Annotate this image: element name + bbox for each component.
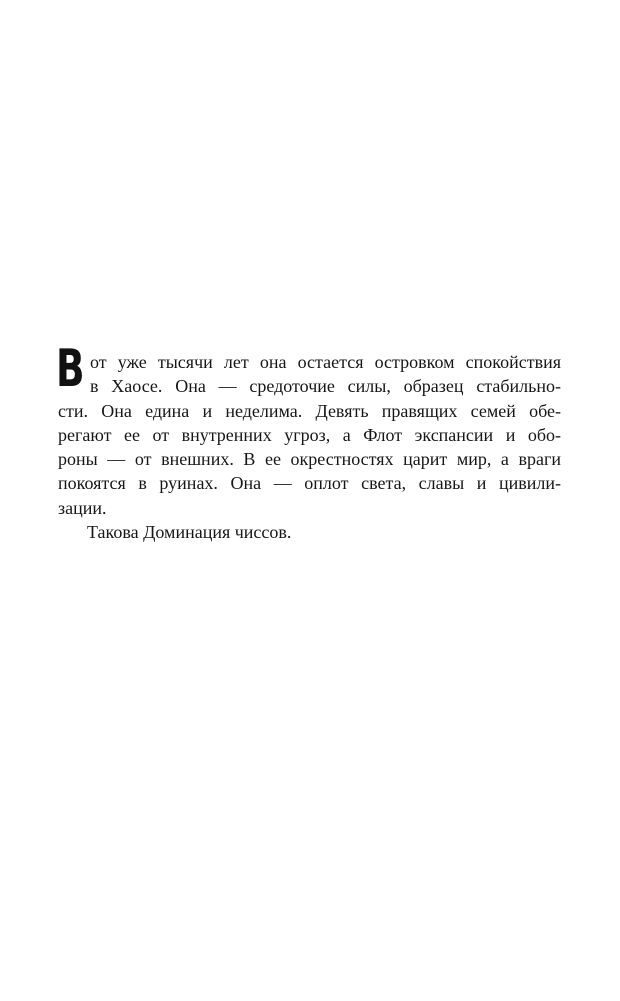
- text-line: сти. Она едина и неделима. Девять правящих семей обе-: [58, 400, 561, 421]
- text-line: зации.: [58, 497, 107, 518]
- text-line: от уже тысячи лет она остается островком спокойствия: [90, 352, 561, 372]
- text-line: роны — от внешних. В ее окрестностях царит мир, а враги: [58, 449, 561, 470]
- text-line: в Хаосе. Она — средоточие силы, образец стабильно-: [90, 376, 561, 397]
- text-line: покоятся в руинах. Она — оплот света, славы и цивили-: [58, 473, 561, 494]
- paragraph-second: Такова Доминация чиссов.: [87, 522, 292, 543]
- paragraph-first: [58, 350, 561, 520]
- drop-cap-letter: В: [56, 339, 85, 399]
- text-line: регают ее от внутренних угроз, а Флот экспансии и обо-: [58, 424, 561, 445]
- chapter-opening-text: [56, 339, 561, 544]
